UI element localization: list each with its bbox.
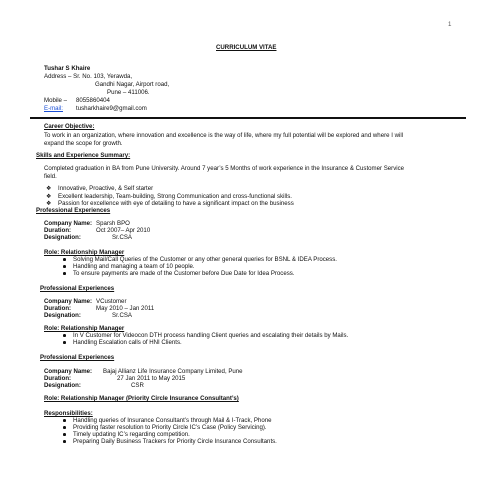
company-label: Company Name: [44, 368, 93, 375]
diamond-bullet-icon: ❖ [46, 194, 52, 200]
experience-heading: Professional Experiences [40, 285, 115, 292]
duration-label: Duration: [44, 305, 72, 312]
skill-item: Innovative, Proactive, & Self starter [58, 185, 154, 192]
duty-item: Timely updating IC’s regarding competition. [73, 431, 190, 438]
bullet-dot-icon [63, 341, 66, 344]
skill-item: Excellent leadership, Team-building, Strong Communication and cross-functional skills. [58, 193, 292, 200]
designation-value: Sr.CSA [112, 312, 132, 319]
duration-label: Duration: [44, 375, 72, 382]
page-number: 1 [448, 21, 452, 28]
bullet-dot-icon [63, 334, 66, 337]
section-divider [30, 117, 466, 119]
company-label: Company Name: [44, 298, 93, 305]
address-line-2: Gandhi Nagar, Airport road, [95, 81, 170, 88]
duty-item: Handling queries of Insurance Consultant’s through Mail & I-Track, Phone [73, 417, 272, 424]
experience-heading: Professional Experiences [36, 207, 111, 214]
designation-value: Sr.CSA [112, 234, 132, 241]
document-title: CURRICULUM VITAE [216, 44, 277, 51]
designation-value: CSR [131, 382, 144, 389]
responsibilities-heading: Responsibilities: [44, 410, 93, 417]
duty-item: Handling and managing a team of 10 people. [73, 263, 195, 270]
designation-label: Designation: [44, 382, 81, 389]
bullet-dot-icon [63, 433, 66, 436]
career-objective-heading: Career Objective: [44, 123, 95, 130]
duty-item: Preparing Daily Business Trackers for Priority Circle Insurance Consultants. [73, 438, 277, 445]
duration-value: May 2010 – Jan 2011 [96, 305, 155, 312]
duration-label: Duration: [44, 227, 72, 234]
mobile-label: Mobile – [44, 97, 68, 104]
bullet-dot-icon [63, 426, 66, 429]
bullet-dot-icon [63, 440, 66, 443]
duration-value: 27 Jan 2011 to May 2015 [117, 375, 186, 382]
skills-heading: Skills and Experience Summary: [36, 152, 131, 159]
company-label: Company Name: [44, 220, 93, 227]
career-objective-line-2: expand the scope for growth. [44, 140, 123, 147]
address-line-3: Pune – 411006. [107, 89, 150, 96]
skills-summary-line-1: Completed graduation in BA from Pune University. Around 7 year’s 5 Months of work experience in the Insurance & Customer Service [44, 165, 405, 172]
email-label: E-mail: [44, 105, 63, 112]
duty-item: To ensure payments are made of the Customer before Due Date for Idea Process. [73, 270, 295, 277]
designation-label: Designation: [44, 312, 81, 319]
duty-item: Solving Mail/Call Queries of the Customer or any other general queries for BSNL & IDEA Process. [73, 256, 337, 263]
company-value: VCustomer [96, 298, 127, 305]
address-line-1: Address – Sr. No. 103, Yerawda, [44, 73, 133, 80]
company-value: Sparsh BPO [96, 220, 130, 227]
duty-item: Providing faster resolution to Priority Circle IC’s Case (Policy Servicing). [73, 424, 267, 431]
diamond-bullet-icon: ❖ [46, 186, 52, 192]
bullet-dot-icon [63, 258, 66, 261]
bullet-dot-icon [63, 265, 66, 268]
role-heading: Role: Relationship Manager (Priority Circle Insurance Consultant’s) [44, 395, 239, 402]
candidate-name: Tushar S Khaire [44, 65, 91, 72]
bullet-dot-icon [63, 419, 66, 422]
role-heading: Role: Relationship Manager [44, 325, 125, 332]
diamond-bullet-icon: ❖ [46, 201, 52, 207]
duty-item: In V Customer for Videocon DTH process handling Client queries and escalating their details by Mails. [73, 332, 349, 339]
email-link[interactable]: tusharkhaire9@gmail.com [76, 105, 147, 112]
skills-summary-line-2: field. [44, 173, 57, 180]
duration-value: Oct 2007– Apr 2010 [96, 227, 151, 234]
role-heading: Role: Relationship Manager [44, 249, 125, 256]
experience-heading: Professional Experiences [40, 354, 115, 361]
duty-item: Handling Escalation calls of HNI Clients. [73, 339, 182, 346]
career-objective-line-1: To work in an organization, where innovation and excellence is the way of life, where my full potential will be explored and where I will [44, 132, 404, 139]
bullet-dot-icon [63, 272, 66, 275]
mobile-value: 8055860404 [76, 97, 110, 104]
company-value: Bajaj Allianz Life Insurance Company Limited, Pune [103, 368, 243, 375]
designation-label: Designation: [44, 234, 81, 241]
skill-item: Passion for excellence with eye of detailing to have a significant impact on the business [58, 200, 294, 207]
